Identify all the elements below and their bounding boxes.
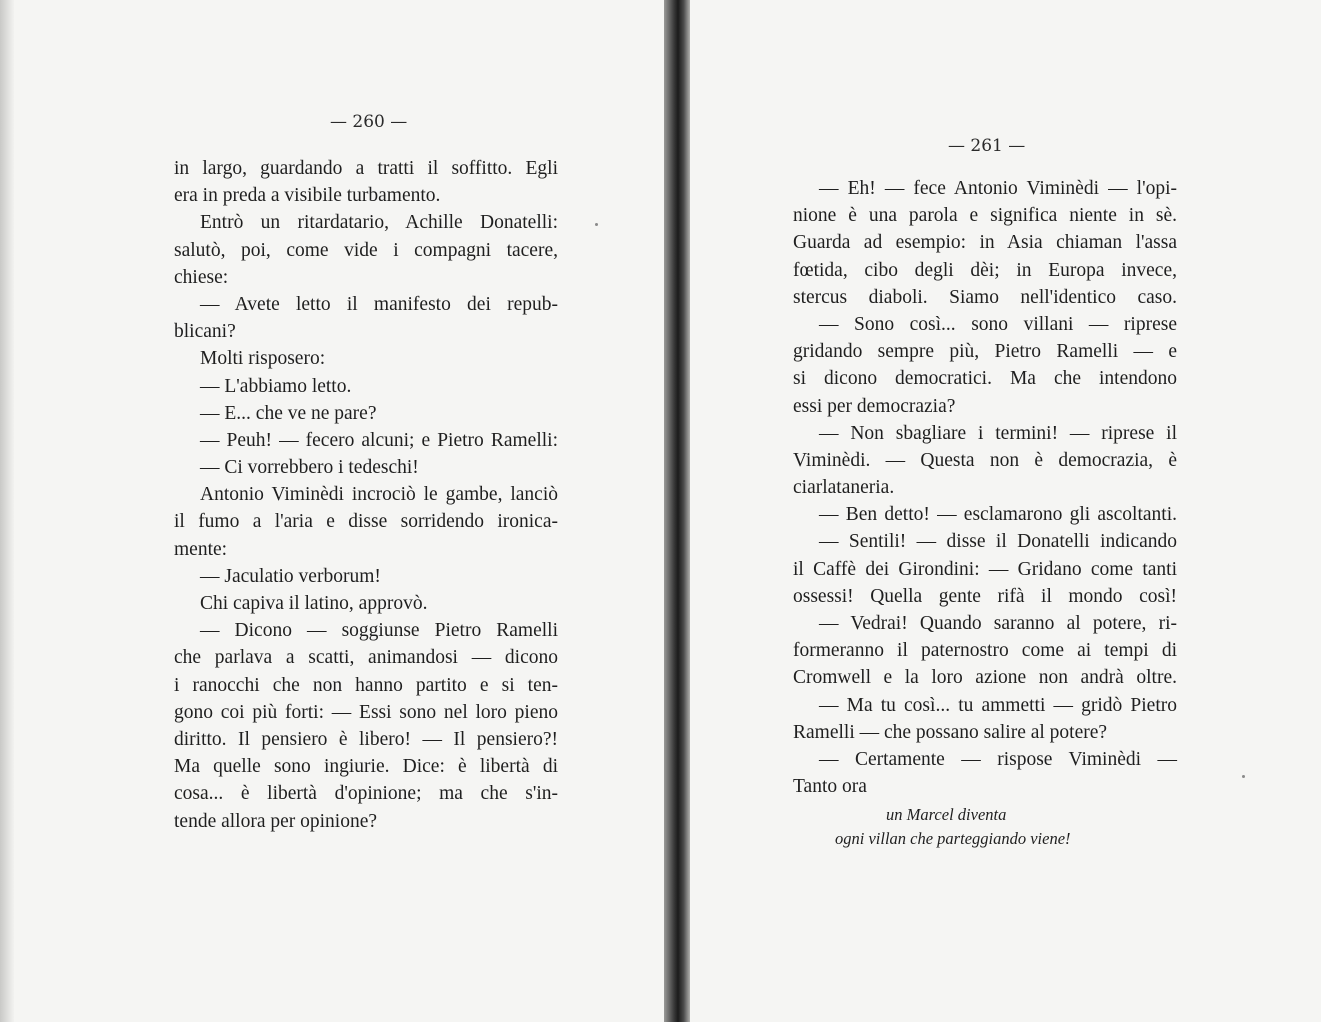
text-line: — Ma tu così... tu ammetti — gridò Pietro	[819, 694, 1177, 716]
book-gutter	[664, 0, 692, 1022]
text-line: Chi capiva il latino, approvò.	[200, 593, 428, 614]
text-line: tende allora per opinione?	[174, 810, 378, 832]
page-edge-shadow	[0, 0, 14, 1022]
text-line: Ramelli — che possano salire al potere?	[793, 721, 1108, 743]
paper-speck	[595, 223, 598, 226]
right-page-text	[793, 175, 1177, 800]
text-line: che parlava a scatti, animandosi — dicono	[174, 647, 558, 669]
text-line: Ma quelle sono ingiurie. Dice: è libertà di	[174, 756, 558, 778]
text-line: i ranocchi che non hanno partito e si ten-	[174, 674, 558, 696]
text-line: nione è una parola e significa niente in sè.	[793, 205, 1177, 227]
text-line: essi per democrazia?	[793, 395, 956, 417]
text-line: Entrò un ritardatario, Achille Donatelli:	[200, 212, 558, 234]
text-line: — Eh! — fece Antonio Viminèdi — l'opi-	[819, 178, 1177, 199]
text-line: cosa... è libertà d'opinione; ma che s'in-	[174, 783, 558, 805]
text-line: chiese:	[174, 266, 229, 288]
text-line: ciarlataneria.	[793, 477, 895, 499]
text-line: Molti risposero:	[200, 348, 326, 370]
text-line: si dicono democratici. Ma che intendono	[793, 368, 1177, 390]
text-line: stercus diaboli. Siamo nell'identico caso.	[793, 286, 1177, 308]
page-number-right: — 261 —	[948, 136, 1026, 156]
text-line: — Vedrai! Quando saranno al potere, ri-	[819, 613, 1177, 634]
text-line: salutò, poi, come vide i compagni tacere,	[174, 239, 558, 261]
text-line: gono coi più forti: — Essi sono nel loro pieno	[174, 701, 558, 723]
text-line: fœtida, cibo degli dèi; in Europa invece,	[793, 259, 1177, 281]
text-line: — Peuh! — fecero alcuni; e Pietro Ramelli:	[200, 429, 558, 451]
verse-quote	[835, 803, 1135, 851]
verse-line: ogni villan che parteggiando viene!	[835, 829, 1071, 848]
text-line: diritto. Il pensiero è libero! — Il pensiero?!	[174, 728, 558, 750]
text-line: ossessi! Quella gente rifà il mondo così!	[793, 585, 1177, 607]
text-line: Cromwell e la loro azione non andrà oltre.	[793, 667, 1177, 689]
text-line: — Certamente — rispose Viminèdi —	[819, 748, 1177, 770]
paper-speck	[1242, 775, 1245, 778]
text-line: gridando sempre più, Pietro Ramelli — e	[793, 341, 1177, 363]
text-line: — Jaculatio verborum!	[200, 565, 381, 587]
text-line: — Non sbagliare i termini! — riprese il	[819, 422, 1177, 444]
text-line: Guarda ad esempio: in Asia chiaman l'assa	[793, 232, 1177, 254]
text-line: — Sentili! — disse il Donatelli indicando	[819, 531, 1177, 553]
text-line: il fumo a l'aria e disse sorridendo ironica-	[174, 511, 558, 533]
text-line: formeranno il paternostro come ai tempi di	[793, 640, 1177, 662]
text-line: il Caffè dei Girondini: — Gridano come tanti	[793, 558, 1177, 580]
text-line: — E... che ve ne pare?	[200, 402, 377, 424]
page-number-left: — 260 —	[330, 112, 408, 132]
text-line: — Dicono — soggiunse Pietro Ramelli	[200, 620, 558, 642]
verse-line: un Marcel diventa	[886, 805, 1007, 824]
text-line: Viminèdi. — Questa non è democrazia, è	[793, 449, 1177, 471]
right-page	[690, 0, 1321, 1022]
text-line: Antonio Viminèdi incrociò le gambe, lanciò	[200, 484, 558, 506]
text-line: — L'abbiamo letto.	[200, 375, 352, 397]
text-line: — Sono così... sono villani — riprese	[819, 313, 1177, 335]
text-line: Tanto ora	[793, 776, 867, 798]
text-line: in largo, guardando a tratti il soffitto. Egli	[174, 158, 558, 179]
left-page-text	[174, 155, 558, 835]
text-line: — Avete letto il manifesto dei repub-	[200, 293, 558, 315]
text-line: — Ben detto! — esclamarono gli ascoltanti.	[819, 504, 1177, 526]
text-line: — Ci vorrebbero i tedeschi!	[200, 457, 419, 479]
text-line: era in preda a visibile turbamento.	[174, 185, 441, 207]
text-line: mente:	[174, 538, 228, 560]
text-line: blicani?	[174, 321, 236, 343]
